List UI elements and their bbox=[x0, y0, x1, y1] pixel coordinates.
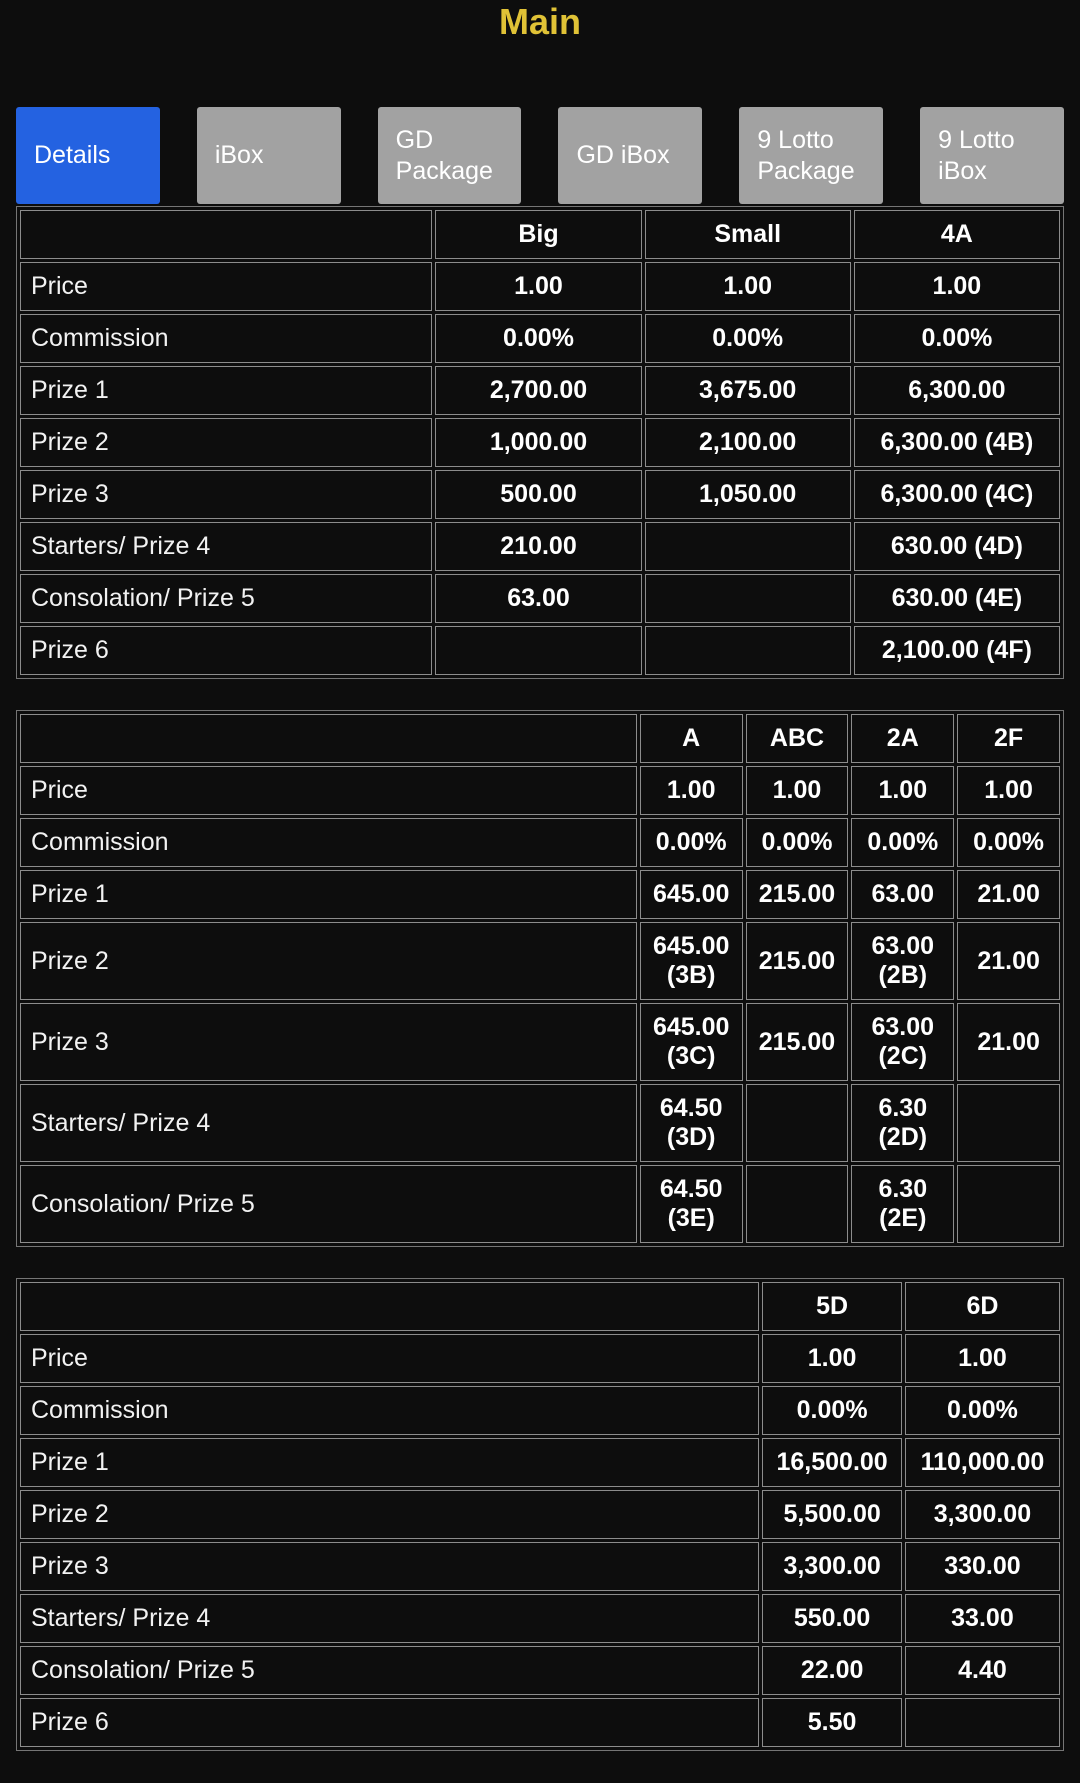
cell-value: 21.00 bbox=[957, 922, 1060, 1000]
cell-value bbox=[645, 626, 851, 675]
price-table-a-abc-2a-2f bbox=[16, 710, 1064, 1247]
cell-value: 1.00 bbox=[854, 262, 1060, 311]
cell-value: 0.00% bbox=[854, 314, 1060, 363]
table-row bbox=[20, 1646, 1060, 1695]
cell-value: 4.40 bbox=[905, 1646, 1060, 1695]
row-label: Commission bbox=[20, 818, 637, 867]
row-label: Prize 2 bbox=[20, 418, 432, 467]
table-row bbox=[20, 922, 1060, 1000]
cell-value: 6.30 (2D) bbox=[851, 1084, 954, 1162]
table-row bbox=[20, 626, 1060, 675]
row-label: Consolation/ Prize 5 bbox=[20, 574, 432, 623]
cell-value: 0.00% bbox=[640, 818, 743, 867]
cell-value bbox=[746, 1165, 849, 1243]
tables-region bbox=[0, 206, 1080, 1751]
table-row bbox=[20, 1084, 1060, 1162]
row-label: Prize 3 bbox=[20, 1003, 637, 1081]
table-row bbox=[20, 262, 1060, 311]
table-row bbox=[20, 766, 1060, 815]
table-row bbox=[20, 818, 1060, 867]
cell-value: 2,100.00 (4F) bbox=[854, 626, 1060, 675]
table-row bbox=[20, 1438, 1060, 1487]
row-label: Prize 2 bbox=[20, 922, 637, 1000]
cell-value: 110,000.00 bbox=[905, 1438, 1060, 1487]
corner-cell bbox=[20, 714, 637, 763]
row-label: Commission bbox=[20, 314, 432, 363]
header-row bbox=[20, 1282, 1060, 1331]
cell-value: 22.00 bbox=[762, 1646, 902, 1695]
row-label: Prize 1 bbox=[20, 870, 637, 919]
cell-value: 500.00 bbox=[435, 470, 641, 519]
table-row bbox=[20, 1698, 1060, 1747]
table-row bbox=[20, 1490, 1060, 1539]
price-table-big-small-4a bbox=[16, 206, 1064, 679]
tab-label: 9 Lotto iBox bbox=[938, 125, 1015, 185]
cell-value: 63.00 bbox=[435, 574, 641, 623]
cell-value: 63.00 (2B) bbox=[851, 922, 954, 1000]
column-header: 4A bbox=[854, 210, 1060, 259]
cell-value: 3,300.00 bbox=[762, 1542, 902, 1591]
table-row bbox=[20, 574, 1060, 623]
cell-value: 0.00% bbox=[645, 314, 851, 363]
row-label: Starters/ Prize 4 bbox=[20, 522, 432, 571]
cell-value: 16,500.00 bbox=[762, 1438, 902, 1487]
tab-9-lotto-package[interactable] bbox=[739, 107, 883, 204]
corner-cell bbox=[20, 1282, 759, 1331]
cell-value bbox=[645, 522, 851, 571]
cell-value: 0.00% bbox=[746, 818, 849, 867]
cell-value bbox=[645, 574, 851, 623]
cell-value: 63.00 bbox=[851, 870, 954, 919]
tab-bar bbox=[16, 107, 1064, 204]
cell-value bbox=[905, 1698, 1060, 1747]
cell-value: 63.00 (2C) bbox=[851, 1003, 954, 1081]
table-row bbox=[20, 870, 1060, 919]
cell-value: 3,300.00 bbox=[905, 1490, 1060, 1539]
table-row bbox=[20, 522, 1060, 571]
cell-value: 1,050.00 bbox=[645, 470, 851, 519]
row-label: Prize 3 bbox=[20, 1542, 759, 1591]
cell-value: 1.00 bbox=[435, 262, 641, 311]
table-row bbox=[20, 1594, 1060, 1643]
column-header: 2F bbox=[957, 714, 1060, 763]
cell-value: 1.00 bbox=[640, 766, 743, 815]
table-row bbox=[20, 1542, 1060, 1591]
cell-value: 0.00% bbox=[957, 818, 1060, 867]
table-row bbox=[20, 470, 1060, 519]
cell-value: 64.50 (3E) bbox=[640, 1165, 743, 1243]
cell-value: 0.00% bbox=[762, 1386, 902, 1435]
cell-value: 645.00 (3C) bbox=[640, 1003, 743, 1081]
cell-value bbox=[957, 1084, 1060, 1162]
table-row bbox=[20, 1386, 1060, 1435]
column-header: Big bbox=[435, 210, 641, 259]
cell-value: 0.00% bbox=[435, 314, 641, 363]
cell-value: 645.00 bbox=[640, 870, 743, 919]
tab-label: GD iBox bbox=[576, 141, 670, 169]
row-label: Prize 1 bbox=[20, 1438, 759, 1487]
tab-label: 9 Lotto Package bbox=[757, 125, 855, 185]
cell-value: 6,300.00 (4C) bbox=[854, 470, 1060, 519]
row-label: Price bbox=[20, 1334, 759, 1383]
row-label: Starters/ Prize 4 bbox=[20, 1084, 637, 1162]
cell-value: 5,500.00 bbox=[762, 1490, 902, 1539]
cell-value: 630.00 (4D) bbox=[854, 522, 1060, 571]
cell-value: 330.00 bbox=[905, 1542, 1060, 1591]
cell-value: 3,675.00 bbox=[645, 366, 851, 415]
row-label: Prize 6 bbox=[20, 626, 432, 675]
tab-details[interactable] bbox=[16, 107, 160, 204]
header-row bbox=[20, 210, 1060, 259]
price-table-5d-6d bbox=[16, 1278, 1064, 1751]
tab-gd-ibox[interactable] bbox=[558, 107, 702, 204]
table-row bbox=[20, 366, 1060, 415]
column-header: 2A bbox=[851, 714, 954, 763]
cell-value: 2,100.00 bbox=[645, 418, 851, 467]
cell-value: 1.00 bbox=[645, 262, 851, 311]
cell-value: 1.00 bbox=[957, 766, 1060, 815]
cell-value: 1.00 bbox=[905, 1334, 1060, 1383]
cell-value: 6.30 (2E) bbox=[851, 1165, 954, 1243]
column-header: Small bbox=[645, 210, 851, 259]
row-label: Prize 6 bbox=[20, 1698, 759, 1747]
row-label: Prize 2 bbox=[20, 1490, 759, 1539]
column-header: 5D bbox=[762, 1282, 902, 1331]
page-title: Main bbox=[498, 1, 581, 42]
cell-value bbox=[957, 1165, 1060, 1243]
table-row bbox=[20, 314, 1060, 363]
cell-value: 210.00 bbox=[435, 522, 641, 571]
cell-value: 0.00% bbox=[905, 1386, 1060, 1435]
column-header: ABC bbox=[746, 714, 849, 763]
cell-value: 33.00 bbox=[905, 1594, 1060, 1643]
row-label: Commission bbox=[20, 1386, 759, 1435]
row-label: Prize 3 bbox=[20, 470, 432, 519]
cell-value: 5.50 bbox=[762, 1698, 902, 1747]
row-label: Prize 1 bbox=[20, 366, 432, 415]
row-label: Price bbox=[20, 262, 432, 311]
cell-value: 2,700.00 bbox=[435, 366, 641, 415]
cell-value: 6,300.00 (4B) bbox=[854, 418, 1060, 467]
cell-value: 0.00% bbox=[851, 818, 954, 867]
header-row bbox=[20, 714, 1060, 763]
cell-value: 1.00 bbox=[762, 1334, 902, 1383]
table-row bbox=[20, 418, 1060, 467]
cell-value: 215.00 bbox=[746, 1003, 849, 1081]
tab-label: Details bbox=[34, 141, 111, 169]
tab-ibox[interactable] bbox=[197, 107, 341, 204]
cell-value: 215.00 bbox=[746, 922, 849, 1000]
cell-value: 1,000.00 bbox=[435, 418, 641, 467]
cell-value: 21.00 bbox=[957, 1003, 1060, 1081]
row-label: Consolation/ Prize 5 bbox=[20, 1646, 759, 1695]
table-row bbox=[20, 1334, 1060, 1383]
row-label: Starters/ Prize 4 bbox=[20, 1594, 759, 1643]
cell-value: 1.00 bbox=[746, 766, 849, 815]
cell-value: 64.50 (3D) bbox=[640, 1084, 743, 1162]
cell-value: 550.00 bbox=[762, 1594, 902, 1643]
column-header: A bbox=[640, 714, 743, 763]
table-row bbox=[20, 1165, 1060, 1243]
cell-value: 6,300.00 bbox=[854, 366, 1060, 415]
cell-value bbox=[746, 1084, 849, 1162]
cell-value bbox=[435, 626, 641, 675]
cell-value: 630.00 (4E) bbox=[854, 574, 1060, 623]
row-label: Price bbox=[20, 766, 637, 815]
corner-cell bbox=[20, 210, 432, 259]
cell-value: 215.00 bbox=[746, 870, 849, 919]
cell-value: 21.00 bbox=[957, 870, 1060, 919]
tab-label: iBox bbox=[214, 141, 264, 169]
column-header: 6D bbox=[905, 1282, 1060, 1331]
cell-value: 1.00 bbox=[851, 766, 954, 815]
cell-value: 645.00 (3B) bbox=[640, 922, 743, 1000]
tab-9-lotto-ibox[interactable] bbox=[920, 107, 1064, 204]
tab-label: GD Package bbox=[395, 125, 493, 185]
row-label: Consolation/ Prize 5 bbox=[20, 1165, 637, 1243]
tab-gd-package[interactable] bbox=[378, 107, 522, 204]
table-row bbox=[20, 1003, 1060, 1081]
